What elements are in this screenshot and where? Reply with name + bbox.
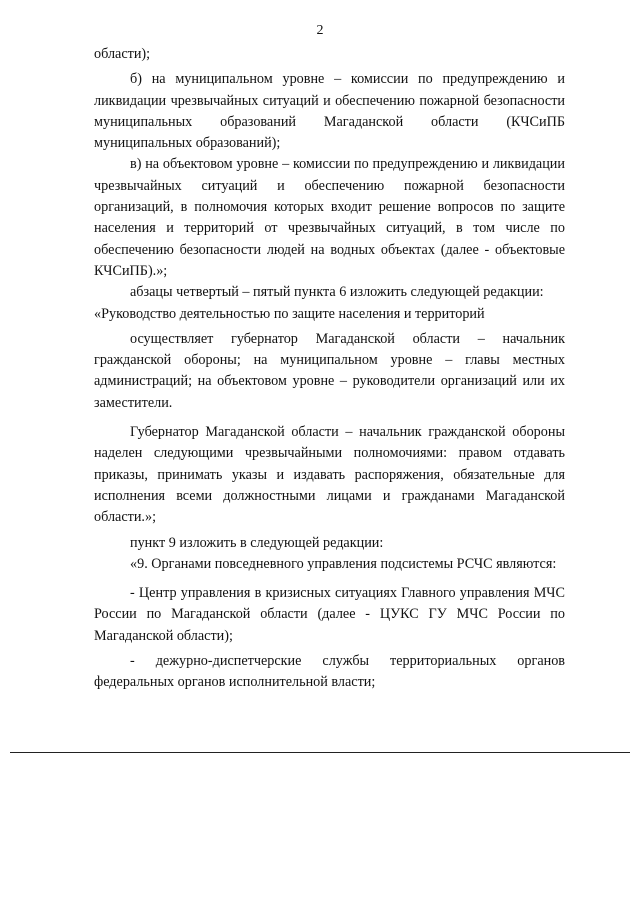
paragraph-leadership: осуществляет губернатор Магаданской области – начальник гражданской обороны; на муниципальном уровне – главы местных администраций; на объектовом уровне – руководители организаций или их заместители. [94, 330, 565, 411]
paragraph-cuks: - Центр управления в кризисных ситуациях Главного управления МЧС России по Магаданской области (далее - ЦУКС ГУ МЧС России по Магаданской области); [94, 585, 565, 644]
paragraph-dispatch-services: - дежурно-диспетчерские службы территориальных органов федеральных органов исполнительной власти; [94, 653, 565, 691]
paragraph-continuation: области); [94, 46, 151, 62]
paragraph-item-b: б) на муниципальном уровне – комиссии по предупреждению и ликвидации чрезвычайных ситуаций и обеспечению пожарной безопасности муниципальных образований Магаданской области (КЧСиПБ муниципальных образований); [94, 71, 565, 152]
paragraph-amendment-point-6: абзацы четвертый – пятый пункта 6 изложить следующей редакции: [130, 284, 544, 301]
paragraph-quote-start: «Руководство деятельностью по защите населения и территорий [94, 305, 485, 322]
document-body [94, 44, 565, 694]
paragraph-item-v: в) на объектовом уровне – комиссии по предупреждению и ликвидации чрезвычайных ситуаций и обеспечению пожарной безопасности организаций, в полномочия которых входит решение вопросов по защите населения и территорий от чрезвычайных ситуаций, в том числе по обеспечению безопасности людей на водных объектах (далее - объектовые КЧСиПБ).»; [94, 156, 565, 279]
footer-divider-line [10, 752, 630, 753]
paragraph-point-9: «9. Органами повседневного управления подсистемы РСЧС являются: [130, 555, 557, 572]
paragraph-governor-powers: Губернатор Магаданской области – начальник гражданской обороны наделен следующими чрезвычайными полномочиями: правом отдавать приказы, принимать указы и издавать распоряжения, обязательные для исполнения всеми должностными лицами и гражданами Магаданской области.»; [94, 424, 565, 526]
paragraph-amendment-point-9: пункт 9 изложить в следующей редакции: [130, 534, 384, 551]
page-number: 2 [316, 23, 324, 38]
